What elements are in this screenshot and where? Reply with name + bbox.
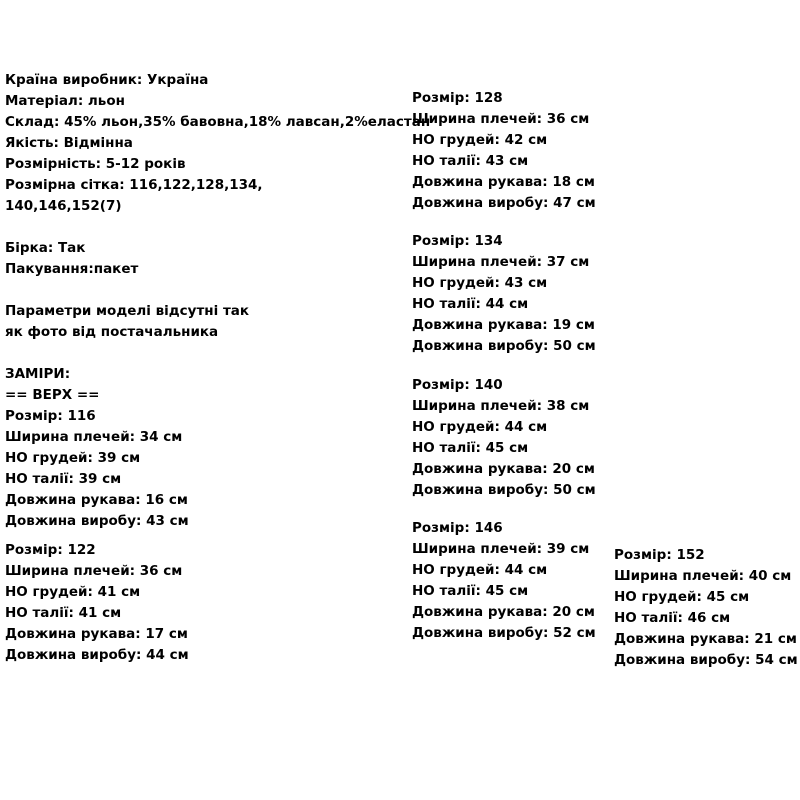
model-note-line-cont: як фото від постачальника (5, 324, 219, 340)
shoulders-width: Ширина плечей: 38 см (412, 398, 590, 414)
size-block-146 (412, 518, 596, 644)
shoulders-width: Ширина плечей: 37 см (412, 254, 590, 270)
garment-length: Довжина виробу: 44 см (5, 647, 189, 663)
size-label: Розмір: 116 (5, 408, 96, 424)
sleeve-length: Довжина рукава: 18 см (412, 174, 595, 190)
size-label: Розмір: 122 (5, 542, 96, 558)
chest-circumference: НО грудей: 43 см (412, 275, 548, 291)
packaging-line: Пакування:пакет (5, 261, 139, 277)
size-block-152 (614, 545, 798, 671)
garment-length: Довжина виробу: 52 см (412, 625, 596, 641)
shoulders-width: Ширина плечей: 40 см (614, 568, 792, 584)
size-range-line: Розмірність: 5-12 років (5, 156, 186, 172)
chest-circumference: НО грудей: 44 см (412, 562, 548, 578)
tag-line: Бірка: Так (5, 240, 86, 256)
waist-circumference: НО талії: 39 см (5, 471, 122, 487)
size-block-122 (5, 540, 189, 666)
size-label: Розмір: 152 (614, 547, 705, 563)
chest-circumference: НО грудей: 42 см (412, 132, 548, 148)
waist-circumference: НО талії: 43 см (412, 153, 529, 169)
garment-length: Довжина виробу: 47 см (412, 195, 596, 211)
composition-line: Склад: 45% льон,35% бавовна,18% лавсан,2%еластан (5, 114, 431, 130)
chest-circumference: НО грудей: 41 см (5, 584, 141, 600)
size-grid-line: Розмірна сітка: 116,122,128,134, (5, 177, 263, 193)
size-label: Розмір: 134 (412, 233, 503, 249)
quality-line: Якість: Відмінна (5, 135, 133, 151)
size-block-140 (412, 375, 596, 501)
sleeve-length: Довжина рукава: 21 см (614, 631, 797, 647)
garment-length: Довжина виробу: 43 см (5, 513, 189, 529)
size-block-134 (412, 231, 596, 357)
size-label: Розмір: 128 (412, 90, 503, 106)
waist-circumference: НО талії: 46 см (614, 610, 731, 626)
shoulders-width: Ширина плечей: 39 см (412, 541, 590, 557)
waist-circumference: НО талії: 45 см (412, 440, 529, 456)
chest-circumference: НО грудей: 44 см (412, 419, 548, 435)
size-label: Розмір: 140 (412, 377, 503, 393)
country-line: Країна виробник: Україна (5, 72, 209, 88)
shoulders-width: Ширина плечей: 36 см (412, 111, 590, 127)
size-grid-line-cont: 140,146,152(7) (5, 198, 122, 214)
top-heading: == ВЕРХ == (5, 387, 100, 403)
waist-circumference: НО талії: 44 см (412, 296, 529, 312)
sleeve-length: Довжина рукава: 19 см (412, 317, 595, 333)
waist-circumference: НО талії: 41 см (5, 605, 122, 621)
material-line: Матеріал: льон (5, 93, 125, 109)
size-label: Розмір: 146 (412, 520, 503, 536)
waist-circumference: НО талії: 45 см (412, 583, 529, 599)
general-info (5, 70, 430, 532)
chest-circumference: НО грудей: 39 см (5, 450, 141, 466)
size-block-128 (412, 88, 596, 214)
sleeve-length: Довжина рукава: 20 см (412, 461, 595, 477)
sleeve-length: Довжина рукава: 17 см (5, 626, 188, 642)
garment-length: Довжина виробу: 54 см (614, 652, 798, 668)
garment-length: Довжина виробу: 50 см (412, 482, 596, 498)
size-block-116 (5, 406, 430, 532)
measurements-heading: ЗАМІРИ: (5, 366, 71, 382)
sleeve-length: Довжина рукава: 16 см (5, 492, 188, 508)
shoulders-width: Ширина плечей: 34 см (5, 429, 183, 445)
model-note-line: Параметри моделі відсутні так (5, 303, 250, 319)
shoulders-width: Ширина плечей: 36 см (5, 563, 183, 579)
garment-length: Довжина виробу: 50 см (412, 338, 596, 354)
chest-circumference: НО грудей: 45 см (614, 589, 750, 605)
sleeve-length: Довжина рукава: 20 см (412, 604, 595, 620)
